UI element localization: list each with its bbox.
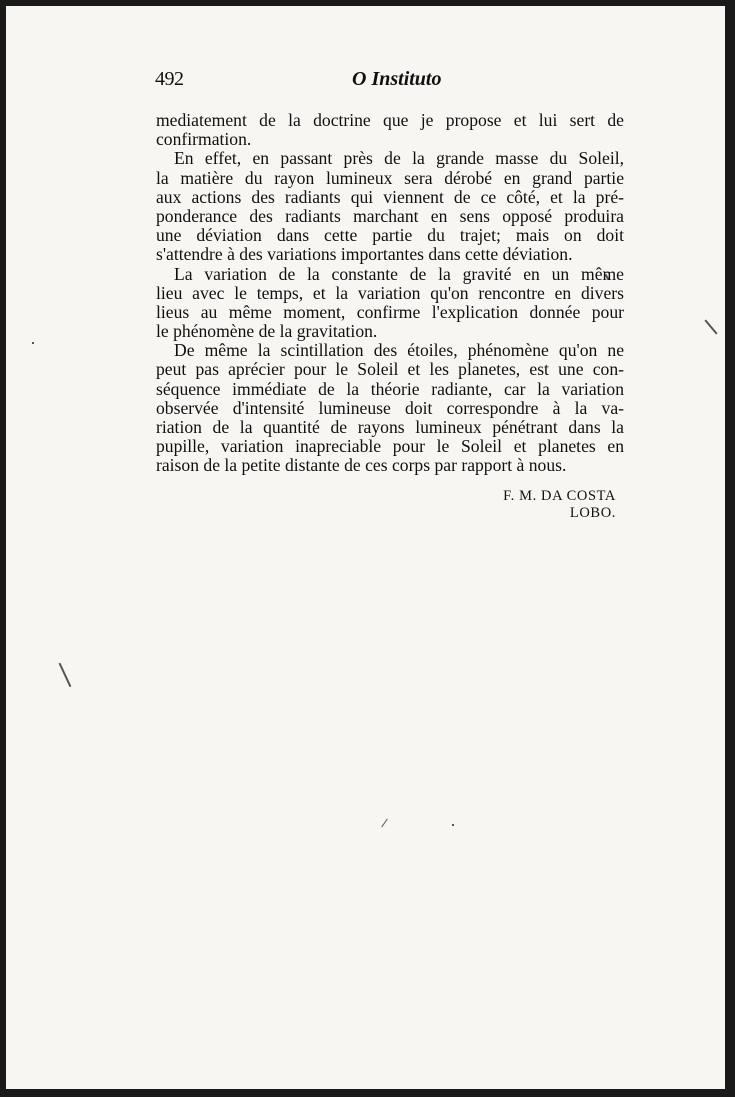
text-line: mediatement de la doctrine que je propose et lui sert de	[156, 110, 624, 130]
text-line: aux actions des radiants qui viennent de ce côté, et la pré-	[156, 186, 624, 207]
scan-speck	[32, 342, 34, 344]
text-line: observée d'intensité lumineuse doit correspondre à la va-	[156, 397, 624, 418]
text-line: pupille, variation inapreciable pour le Soleil et planetes en	[156, 436, 624, 457]
page-header	[155, 68, 625, 94]
text-line: raison de la petite distante de ces corps par rapport à nous.	[156, 455, 567, 476]
scan-speck	[381, 819, 388, 828]
text-line: la matière du rayon lumineux sera dérobé en grand partie	[156, 167, 624, 188]
text-line: De même la scintillation des étoiles, phénomène qu'on ne	[174, 340, 624, 361]
scan-speck	[59, 663, 71, 687]
text-line: ponderance des radiants marchant en sens opposé produira	[156, 205, 624, 226]
document-page	[6, 6, 725, 1089]
text-line: lieu avec le temps, et la variation qu'on rencontre en divers	[156, 282, 624, 303]
scan-speck	[452, 824, 454, 826]
text-line: riation de la quantité de rayons lumineux pénétrant dans la	[156, 417, 624, 437]
text-line: peut pas aprécier pour le Soleil et les planetes, est une con-	[156, 359, 624, 380]
text-line: lieus au même moment, confirme l'explication donnée pour	[156, 301, 624, 322]
scan-speck	[704, 319, 717, 334]
text-line: le phénomène de la gravitation.	[156, 321, 378, 342]
page-number: 492	[155, 68, 184, 90]
author-signature: F. M. DA COSTA LOBO.	[503, 488, 616, 521]
running-title: O Instituto	[352, 68, 442, 90]
text-line: confirmation.	[156, 129, 252, 150]
body-text	[156, 111, 624, 476]
text-line: La variation de la constante de la gravité en un même	[174, 263, 624, 284]
text-line: s'attendre à des variations importantes dans cette déviation.	[156, 244, 573, 265]
text-line: une déviation dans cette partie du trajet; mais on doit	[156, 225, 624, 246]
text-line: En effet, en passant près de la grande masse du Soleil,	[174, 148, 624, 169]
text-line: séquence immédiate de la théorie radiante, car la variation	[156, 378, 624, 399]
